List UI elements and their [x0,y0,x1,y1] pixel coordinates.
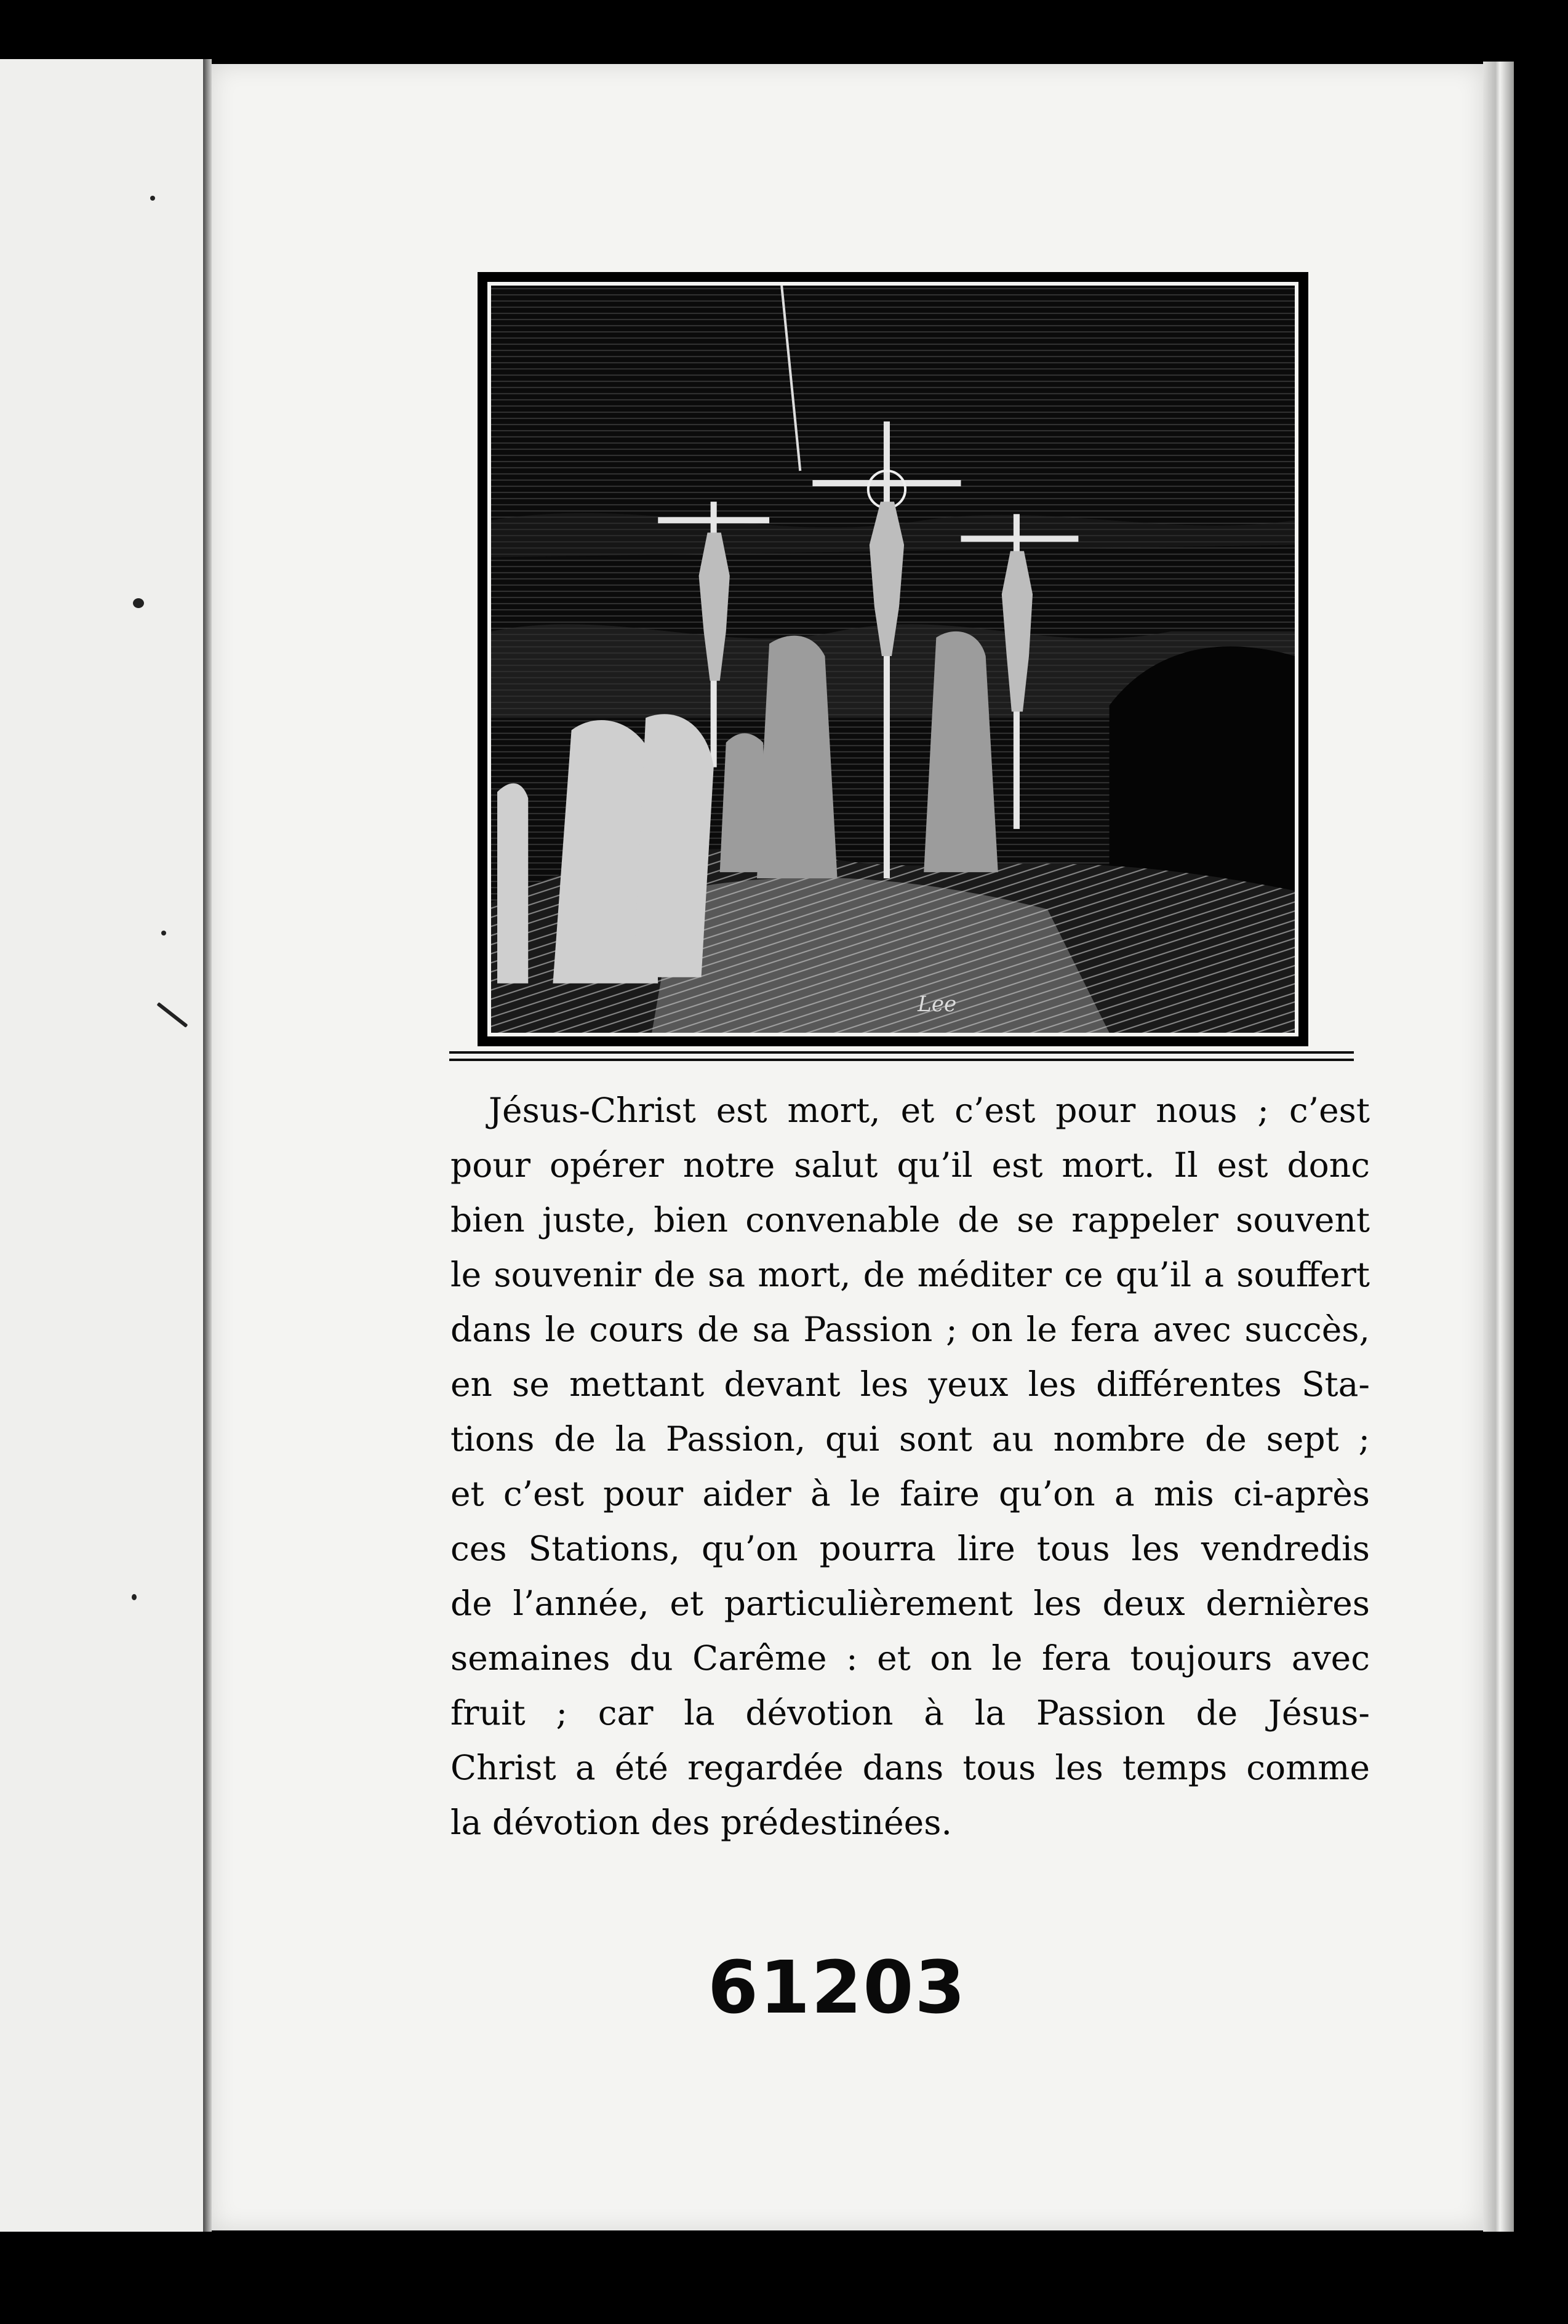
text-line: bien juste, bien convenable de se rappeler souvent [450,1200,1370,1240]
crucifixion-engraving-icon [491,286,1295,1033]
crucifixion-engraving [487,282,1298,1036]
engraver-signature: Lee [918,992,957,1017]
text-line: fruit ; car la dévotion à la Passion de Jésus- [450,1693,1370,1733]
text-line: Jésus-Christ est mort, et c’est pour nous ; c’est [489,1091,1370,1130]
inventory-number: 61203 [708,1945,967,2030]
text-line: dans le cours de sa Passion ; on le fera avec succès, [450,1310,1370,1349]
text-line: la dévotion des prédestinées. [450,1803,952,1842]
text-line: tions de la Passion, qui sont au nombre de sept ; [450,1419,1370,1459]
text-line: semaines du Carême : et on le fera toujours avec [450,1638,1370,1678]
text-line: Christ a été regardée dans tous les temps comme [450,1748,1370,1787]
text-line: de l’année, et particulièrement les deux dernières [450,1584,1370,1623]
double-rule [449,1051,1354,1065]
left-facing-page [0,59,207,2232]
illustration-frame [478,272,1308,1046]
text-line: le souvenir de sa mort, de méditer ce qu’il a souffert [450,1255,1370,1294]
text-line: pour opérer notre salut qu’il est mort. Il est donc [450,1145,1370,1185]
body-paragraph [450,1083,1370,1850]
text-line: ces Stations, qu’on pourra lire tous les vendredis [450,1529,1370,1568]
text-line: en se mettant devant les yeux les différentes Sta- [450,1364,1370,1404]
text-line: et c’est pour aider à le faire qu’on a mis ci-après [450,1474,1370,1513]
page-edge [1483,62,1514,2240]
scan-bottom-border [0,2232,1568,2324]
book-gutter [203,59,212,2232]
